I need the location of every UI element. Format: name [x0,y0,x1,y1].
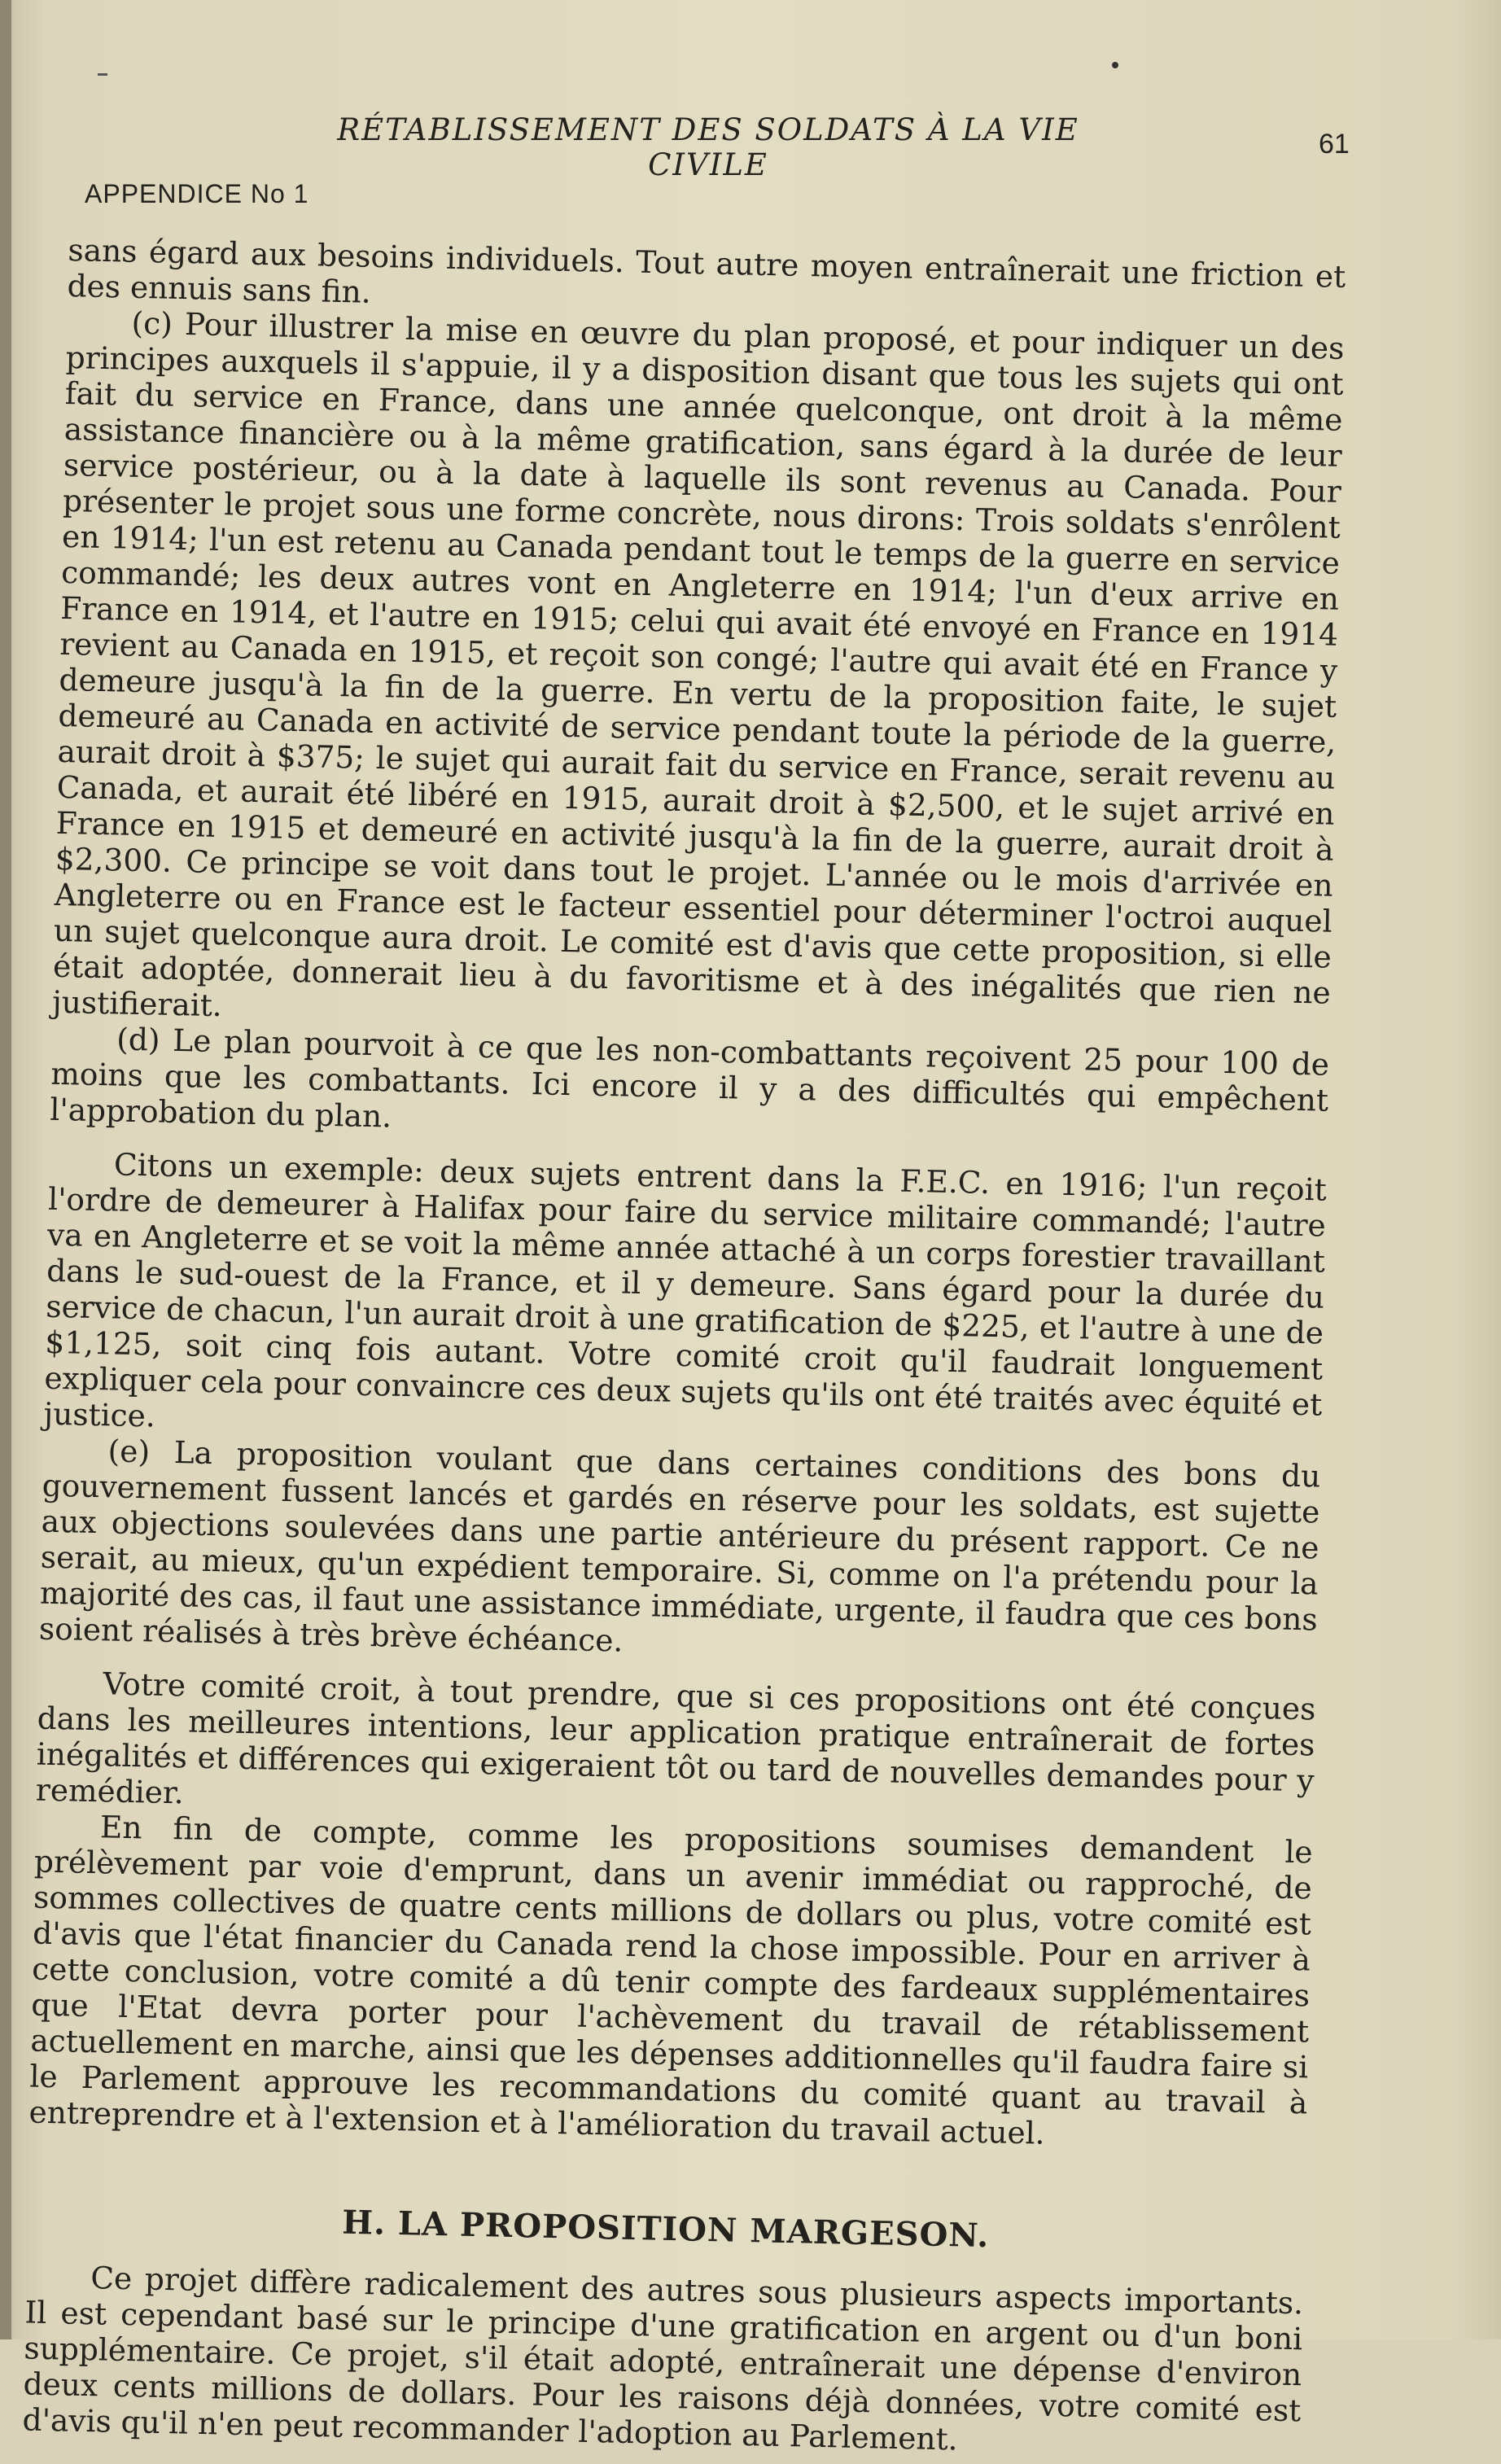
paragraph: Citons un exemple: deux sujets entrent dans la F.E.C. en 1916; l'un reçoit l'ordre de demeurer à Halifax pour faire du service militaire commandé; l'autre va en Angleterre et se voit la même année attaché à un corps forestier travaillant dans le sud-ouest de la France, et il y demeure. Sans égard pour la durée du service de chacun, l'un aurait droit à une gratification de $225, et l'autre à une de $1,125, soit cinq fois autant. Votre comité croit qu'il faudrait longuement expliquer cela pour convaincre ces deux sujets qu'ils ont été traités avec équité et justice. [43,1146,1328,1434]
appendix-label: APPENDICE No 1 [85,179,309,208]
ink-speck [1112,62,1118,68]
paragraph: Ce projet diffère radicalement des autres sous plusieurs aspects importants. Il est cependant basé sur le principe d'une gratification en argent ou d'un boni supplémentaire. Ce projet, s'il était adopté, entraînerait une dépense d'environ deux cents millions de dollars. Pour les raisons déjà données, votre comité est d'avis qu'il n'en peut recommander l'adoption au Parlement. [22,2260,1304,2457]
paragraph: En fin de compte, comme les propositions soumises demandent le prélèvement par voie d'emprunt, dans un avenir immédiat ou rapproché, de sommes collectives de quatre cents millions de dollars ou plus, votre comité est d'avis que l'état financier du Canada rend la chose impossible. Pour en arriver à cette conclusion, votre comité a dû tenir compte des fardeaux supplémentaires que l'Etat devra porter pour l'achèvement du travail de rétablissement actuellement en marche, ainsi que les dépenses additionnelles qu'il faudra faire si le Parlement approuve les recommandations du comité quant au travail à entreprendre et à l'extension et à l'amélioration du travail actuel. [28,1809,1314,2151]
page-number: 61 [1319,129,1350,160]
paragraph: Votre comité croit, à tout prendre, que si ces propositions ont été conçues dans les meilleures intentions, leur application pratique entraînerait de fortes inégalités et différences qui exigeraient tôt ou tard de nouvelles demandes pour y remédier. [35,1665,1316,1811]
paragraph: sans égard aux besoins individuels. Tout autre moyen entraînerait une friction et des ennuis sans fin. [67,232,1346,310]
section-heading: H. LA PROPOSITION MARGESON. [341,2203,990,2256]
paragraph: (d) Le plan pourvoit à ce que les non-combattants reçoivent 25 pour 100 de moins que les combattants. Ici encore il y a des difficultés qui empêchent l'approbation du plan. [49,1021,1330,1135]
paragraph: (e) La proposition voulant que dans certaines conditions des bons du gouvernement fussent lancés et gardés en réserve pour les soldats, est sujette aux objections soulevées dans une partie antérieure du présent rapport. Ce ne serait, au mieux, qu'un expédient temporaire. Si, comme on l'a prétendu pour la majorité des cas, il faut une assistance immédiate, urgente, il faudra que ces bons soient réalisés à très brève échéance. [38,1433,1321,1659]
ink-mark [98,73,107,76]
running-title: RÉTABLISSEMENT DES SOLDATS À LA VIE CIVILE [337,112,1079,182]
paragraph: (c) Pour illustrer la mise en œuvre du plan proposé, et pour indiquer un des principes auxquels il s'appuie, il y a disposition disant que tous les sujets qui ont fait du service en France, dans une année quelconque, ont droit à la même assistance financière ou à la même gratification, sans égard à la durée de leur service postérieur, ou à la date à laquelle ils sont revenus au Canada. Pour présenter le projet sous une forme concrète, nous dirons: Trois soldats s'enrôlent en 1914; l'un est retenu au Canada pendant tout le temps de la guerre en service commandé; les deux autres vont en Angleterre en 1914; l'un d'eux arrive en France en 1914, et l'autre en 1915; celui qui avait été envoyé en France en 1914 revient au Canada en 1915, et reçoit son congé; l'autre qui avait été en France y demeure jusqu'à la fin de la guerre. En vertu de la proposition faite, le sujet demeuré au Canada en activité de service pendant toute la période de la guerre, aurait droit à $375; le sujet qui aurait fait du service en France, serait revenu au Canada, et aurait été libéré en 1915, aurait droit à $2,500, et le sujet arrivé en France en 1915 et demeuré en activité jusqu'à la fin de la guerre, aurait droit à $2,300. Ce principe se voit dans tout le projet. L'année ou le mois d'arrivée en Angleterre ou en France est le facteur essentiel pour déterminer l'octroi auquel un sujet quelconque aura droit. Le comité est d'avis que cette proposition, si elle était adoptée, donnerait lieu à du favoritisme et à des inégalités que rien ne justifierait. [51,304,1345,1024]
body-text [22,232,1346,2464]
book-spine-shadow [0,0,11,2339]
